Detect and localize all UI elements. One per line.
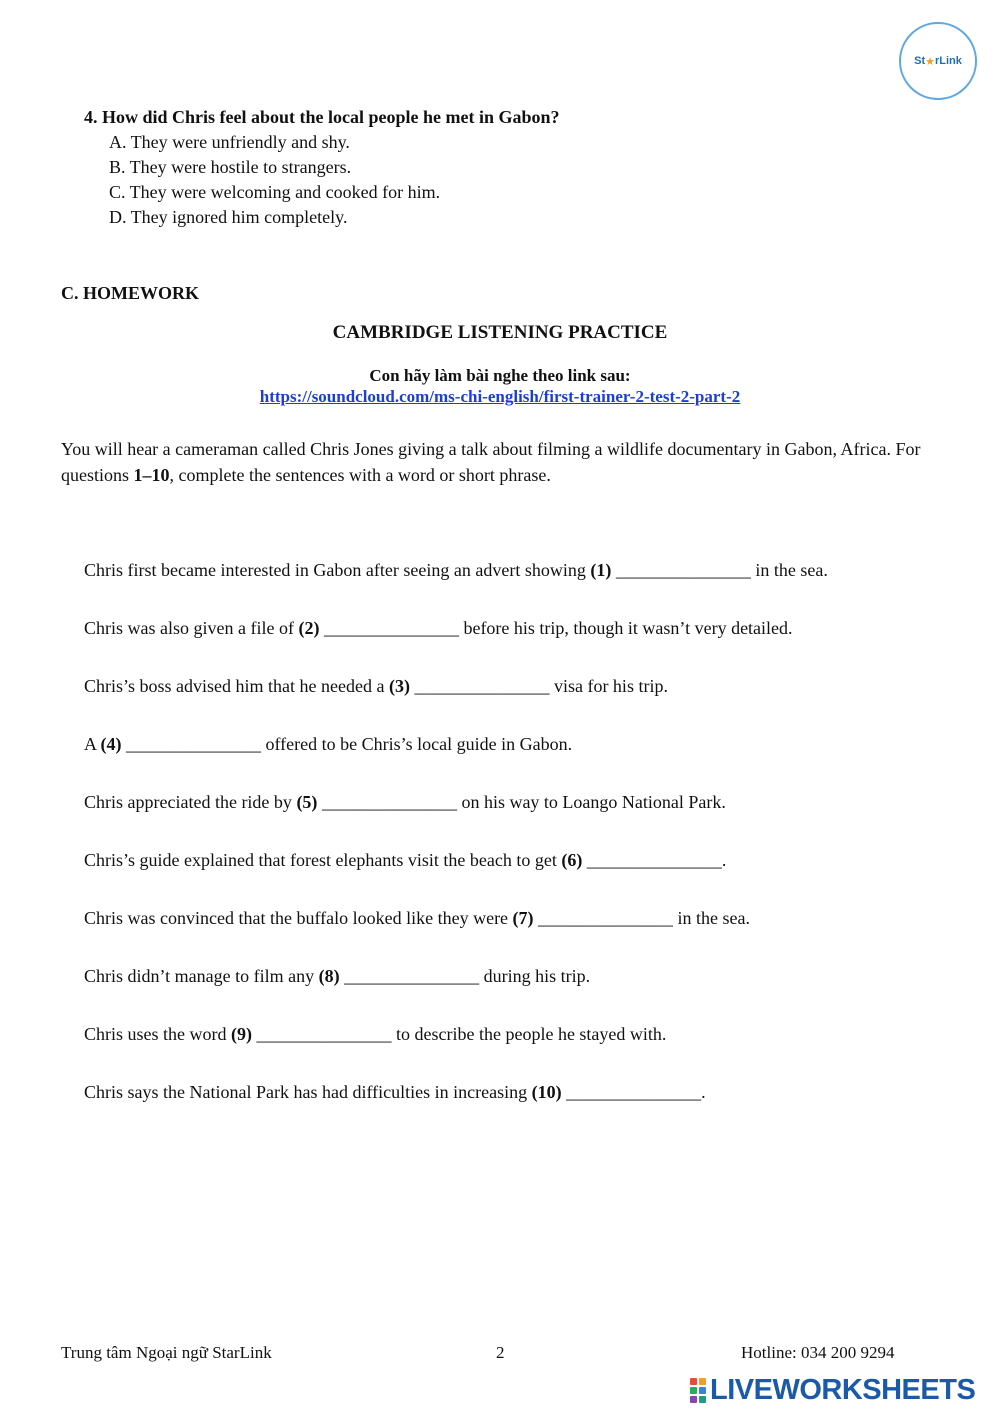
starlink-logo: [899, 22, 977, 100]
gap-sentence-9: Chris uses the word (9) _______________ to describe the people he stayed with.: [84, 1024, 667, 1044]
answer-blank[interactable]: _______________ on his way to Loango National Park.: [317, 792, 726, 812]
intro-paragraph: [61, 436, 941, 488]
answer-blank[interactable]: _______________ in the sea.: [611, 560, 828, 580]
liveworksheets-watermark: [690, 1374, 975, 1407]
star-icon: ★: [925, 55, 935, 68]
gap-number: (7): [512, 908, 534, 928]
answer-blank[interactable]: _______________.: [582, 850, 727, 870]
answer-blank[interactable]: _______________.: [561, 1082, 706, 1102]
gap-sentence-8: Chris didn’t manage to film any (8) _______________ during his trip.: [84, 966, 591, 986]
gap-number: (1): [590, 560, 612, 580]
option-a: A. They were unfriendly and shy.: [109, 132, 350, 152]
intro-text-end: , complete the sentences with a word or short phrase.: [169, 465, 551, 485]
gap-sentence-3: Chris’s boss advised him that he needed a (3) _______________ visa for his trip.: [84, 676, 668, 696]
answer-blank[interactable]: _______________ to describe the people he stayed with.: [252, 1024, 667, 1044]
answer-blank[interactable]: _______________ offered to be Chris’s local guide in Gabon.: [121, 734, 573, 754]
gap-sentence-10: Chris says the National Park has had difficulties in increasing (10) _______________.: [84, 1082, 706, 1102]
gap-number: (4): [100, 734, 122, 754]
gap-sentence-4: A (4) _______________ offered to be Chris’s local guide in Gabon.: [84, 734, 573, 754]
option-d: D. They ignored him completely.: [109, 207, 348, 227]
section-title: C. HOMEWORK: [61, 283, 199, 303]
footer-hotline: Hotline: 034 200 9294: [741, 1343, 895, 1362]
practice-title: CAMBRIDGE LISTENING PRACTICE: [332, 322, 668, 343]
logo-text-end: rLink: [934, 55, 962, 67]
gap-sentence-7: Chris was convinced that the buffalo looked like they were (7) _______________ in the sea.: [84, 908, 751, 928]
logo-text-start: St: [914, 55, 926, 67]
intro-text-start: You will hear a cameraman called Chris Jones giving a talk about filming a wildlife documentary in Gabon, Africa. For questions: [61, 439, 921, 485]
gap-number: (5): [296, 792, 318, 812]
instruction: Con hãy làm bài nghe theo link sau:: [369, 366, 631, 385]
answer-blank[interactable]: _______________ visa for his trip.: [409, 676, 668, 696]
answer-blank[interactable]: _______________ in the sea.: [533, 908, 751, 928]
question-4-title: 4. How did Chris feel about the local people he met in Gabon?: [84, 107, 560, 127]
option-b: B. They were hostile to strangers.: [109, 157, 352, 177]
answer-blank[interactable]: _______________ before his trip, though it wasn’t very detailed.: [319, 618, 793, 638]
footer-center-name: Trung tâm Ngoại ngữ StarLink: [61, 1343, 272, 1362]
gap-sentence-5: Chris appreciated the ride by (5) _______________ on his way to Loango National Park.: [84, 792, 726, 812]
answer-blank[interactable]: _______________ during his trip.: [339, 966, 591, 986]
question-range: 1–10: [133, 465, 170, 485]
watermark-text: LIVEWORKSHEETS: [710, 1374, 976, 1406]
gap-number: (6): [561, 850, 583, 870]
gap-number: (2): [298, 618, 320, 638]
liveworksheets-icon: [690, 1378, 706, 1403]
gap-number: (8): [318, 966, 340, 986]
soundcloud-link[interactable]: https://soundcloud.com/ms-chi-english/first-trainer-2-test-2-part-2: [259, 387, 741, 406]
gap-sentence-2: Chris was also given a file of (2) _______________ before his trip, though it wasn’t very detailed.: [84, 618, 793, 638]
footer-page-number: 2: [496, 1343, 505, 1362]
gap-number: (10): [531, 1082, 562, 1102]
gap-number: (3): [388, 676, 410, 696]
gap-sentence-6: Chris’s guide explained that forest elephants visit the beach to get (6) _______________.: [84, 850, 727, 870]
gap-sentence-1: Chris first became interested in Gabon after seeing an advert showing (1) _______________ in the sea.: [84, 560, 828, 580]
option-c: C. They were welcoming and cooked for him.: [109, 182, 441, 202]
gap-number: (9): [231, 1024, 252, 1044]
